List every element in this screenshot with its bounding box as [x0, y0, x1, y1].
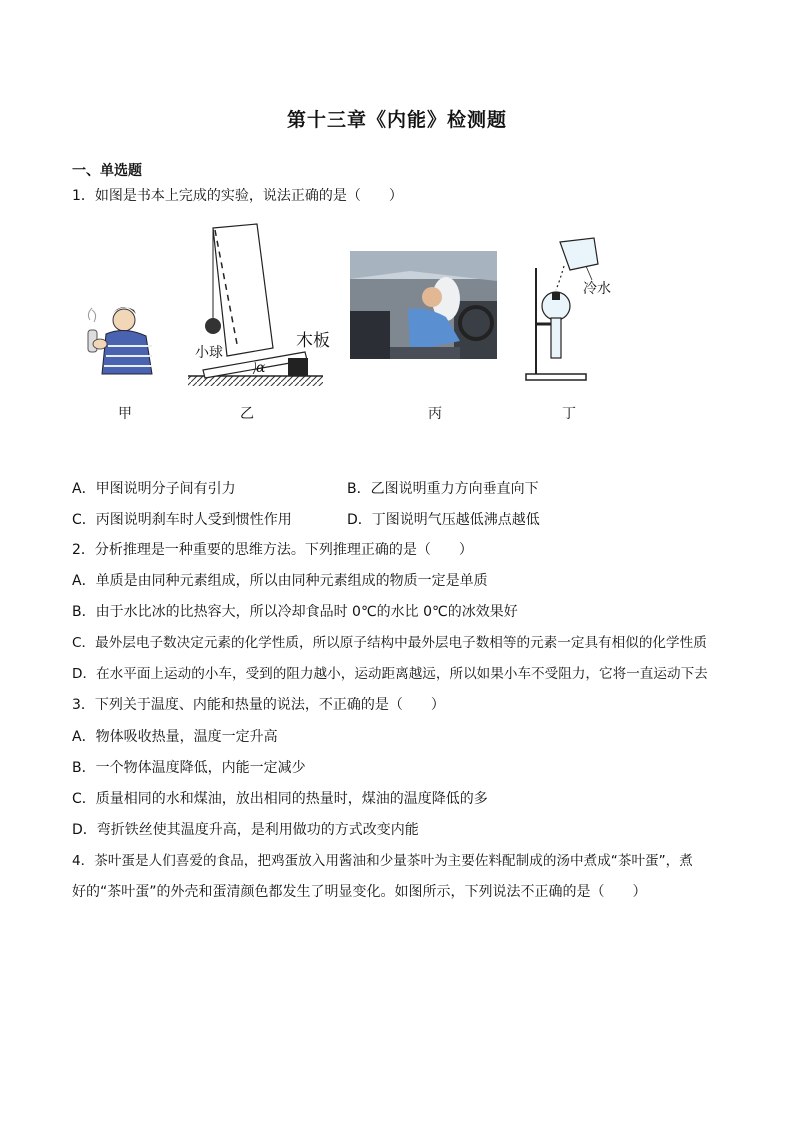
figure-ding: [520, 234, 620, 384]
q2-option-a: A．单质是由同种元素组成，所以由同种元素组成的物质一定是单质: [72, 573, 488, 589]
q2-option-c: C．最外层电子数决定元素的化学性质，所以原子结构中最外层电子数相等的元素一定具有相似的化学性质: [72, 635, 707, 651]
question-3-stem: 3．下列关于温度、内能和热量的说法，不正确的是（ ）: [72, 697, 445, 713]
question-4-stem-line-1: 4．茶叶蛋是人们喜爱的食品，把鸡蛋放入用酱油和少量茶叶为主要佐料配制成的汤中煮成“茶叶蛋”，煮: [72, 853, 693, 869]
figure-bing: [350, 251, 497, 359]
section-heading: 一、单选题: [72, 163, 142, 179]
question-1-stem: 1．如图是书本上完成的实验，说法正确的是（ ）: [72, 188, 403, 204]
caption-yi: 乙: [240, 406, 254, 422]
page-title: 第十三章《内能》检测题: [286, 109, 507, 131]
q1-option-b: B．乙图说明重力方向垂直向下: [347, 481, 539, 497]
q1-option-c: C．丙图说明刹车时人受到惯性作用: [72, 512, 292, 528]
label-angle: α: [256, 360, 266, 376]
q3-option-a: A．物体吸收热量，温度一定升高: [72, 729, 278, 745]
caption-jia: 甲: [118, 406, 132, 422]
q3-option-d: D．弯折铁丝使其温度升高，是利用做功的方式改变内能: [72, 822, 419, 838]
label-board: 木板: [296, 331, 330, 351]
question-4-stem-line-2: 好的“茶叶蛋”的外壳和蛋清颜色都发生了明显变化。如图所示，下列说法不正确的是（ ）: [72, 884, 647, 900]
figure-jia: [72, 300, 162, 380]
q3-option-b: B．一个物体温度降低，内能一定减少: [72, 760, 306, 776]
caption-bing: 丙: [428, 406, 442, 422]
q2-option-b: B．由于水比冰的比热容大，所以冷却食品时 0℃的水比 0℃的冰效果好: [72, 604, 518, 620]
q1-option-d: D．丁图说明气压越低沸点越低: [347, 512, 540, 528]
caption-ding: 丁: [562, 406, 576, 422]
q3-option-c: C．质量相同的水和煤油，放出相同的热量时，煤油的温度降低的多: [72, 791, 488, 807]
label-cold-water: 冷水: [583, 281, 611, 297]
question-2-stem: 2．分析推理是一种重要的思维方法。下列推理正确的是（ ）: [72, 542, 473, 558]
label-ball: 小球: [195, 345, 223, 361]
q2-option-d: D．在水平面上运动的小车，受到的阻力越小，运动距离越远，所以如果小车不受阻力，它将一直运动下去: [72, 666, 708, 682]
q1-option-a: A．甲图说明分子间有引力: [72, 481, 236, 497]
